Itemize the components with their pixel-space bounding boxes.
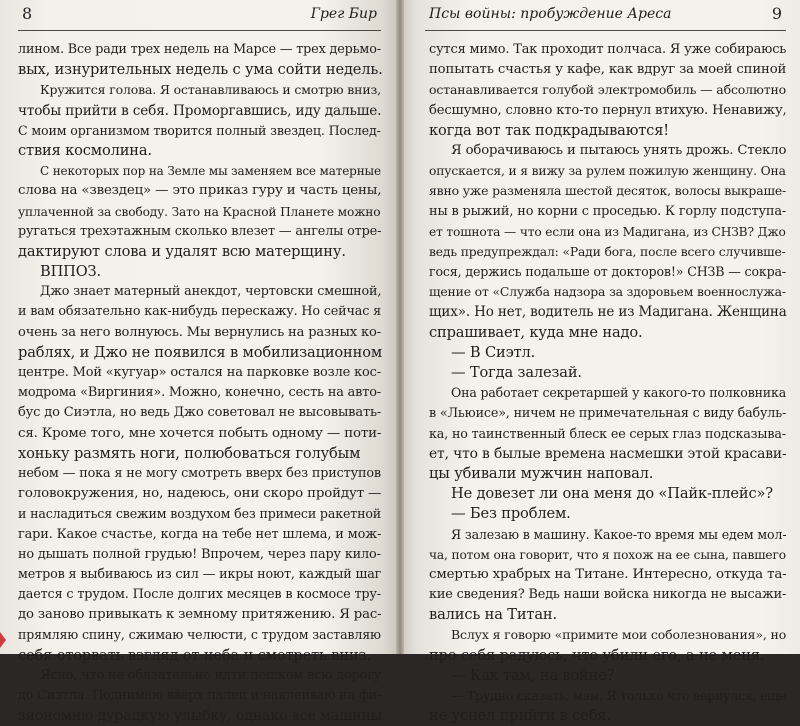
text-line: не успел прийти в себя. bbox=[429, 707, 611, 725]
text-line: метров я выбиваюсь из сил — икры ноют, каждый шаг bbox=[18, 566, 382, 582]
text-line: щих». Но нет, водитель не из Мадигана. Женщина bbox=[429, 304, 787, 321]
text-line: ведь предупреждал: «Ради бога, после всего случивше- bbox=[429, 244, 786, 259]
text-line: и вам обязательно как-нибудь перескажу. Но сейчас я bbox=[18, 304, 381, 320]
text-line: гари. Какое счастье, когда на тебе нет шлема, и мож- bbox=[18, 526, 382, 542]
text-line: — В Сиэтл. bbox=[451, 343, 536, 361]
text-line: гося, держись подальше от докторов!» СНЗВ — сокра- bbox=[429, 264, 787, 280]
book-gutter bbox=[396, 0, 404, 654]
text-line: ет, что в былые времена насмешки этой красави- bbox=[429, 445, 787, 462]
right-page bbox=[401, 0, 800, 725]
text-line: — Трудно сказать, мэм. Я только что вернулся, еще bbox=[451, 688, 786, 703]
text-line: ка, но таинственный блеск ее серых глаз подсказыва- bbox=[429, 425, 786, 441]
text-line: бус до Сиэтла, но ведь Джо советовал не высовывать- bbox=[18, 405, 382, 421]
text-line: про себя радуюсь, что убили его, а не меня. bbox=[429, 646, 765, 664]
text-line: бесшумно, словно кто-то пернул втихую. Ненавижу, bbox=[429, 102, 787, 118]
text-line: зиономию дурацкую улыбку, однако все машины bbox=[18, 708, 382, 725]
left-running-head: Грег Бир bbox=[310, 6, 377, 22]
text-line: Джо знает матерный анекдот, чертовски смешной, bbox=[40, 284, 382, 300]
text-line: головокружения, но, надеюсь, они скоро пройдут — bbox=[18, 486, 382, 502]
text-line: ствия космолина. bbox=[18, 141, 152, 159]
text-line: лином. Все ради трех недель на Марсе — трех дерьмо- bbox=[18, 42, 381, 57]
text-line: Кружится голова. Я останавливаюсь и смотрю вниз, bbox=[40, 82, 382, 98]
left-page bbox=[0, 0, 399, 725]
text-line: до заново привыкать к земному притяжению. Я рас- bbox=[18, 607, 382, 623]
text-line: слова на «звездец» — это приказ гуру и часть цены, bbox=[18, 183, 382, 199]
right-running-head: Псы войны: пробуждение Ареса bbox=[429, 6, 672, 22]
text-line: смертью храбрых на Титане. Интересно, откуда та- bbox=[429, 566, 787, 582]
text-line: Я оборачиваюсь и пытаюсь унять дрожь. Стекло bbox=[451, 142, 787, 158]
text-line: уплаченной за свободу. Зато на Красной Планете можно bbox=[18, 204, 381, 219]
text-line: Ясно, что не обязательно идти пешком всю дорогу bbox=[40, 667, 382, 683]
text-line: в «Льюисе», ничем не примечательная с виду бабуль- bbox=[429, 405, 787, 421]
text-line: дается с трудом. После долгих месяцев в космосе тру- bbox=[18, 587, 381, 603]
text-line: ет тошнота — что если она из Мадигана, из СНЗВ? Джо bbox=[429, 224, 786, 239]
text-line: — Без проблем. bbox=[451, 505, 571, 523]
text-line: явно уже разменяла шестой десяток, волосы выкраше- bbox=[429, 183, 787, 199]
text-line: Я залезаю в машину. Какое-то время мы едем мол- bbox=[451, 526, 787, 542]
text-line: вых, изнурительных недель с ума сойти недель. bbox=[18, 61, 383, 79]
text-line: дактируют слова и удалят всю матерщину. bbox=[18, 242, 346, 260]
right-header-rule bbox=[425, 30, 786, 31]
text-line: Вслух я говорю «примите мои соболезнования», но bbox=[451, 627, 787, 643]
right-body-text bbox=[429, 40, 789, 726]
text-line: кие сведения? Ведь наши войска никогда не высажи- bbox=[429, 587, 787, 603]
text-line: ругаться трехэтажным сколько влезет — ангелы отре- bbox=[18, 223, 382, 239]
page-edge-marker bbox=[0, 632, 6, 648]
text-line: С моим организмом творится полный звездец. Послед- bbox=[18, 122, 381, 138]
text-line: раблях, и Джо не появился в мобилизационном bbox=[18, 343, 383, 361]
text-line: когда вот так подкрадываются! bbox=[429, 121, 669, 139]
text-line: прямляю спину, сжимаю челюсти, с трудом заставляю bbox=[18, 627, 381, 643]
text-line: щение от «Служба надзора за здоровьем военнослужа- bbox=[429, 285, 786, 300]
text-line: до Сиэтла. Поднимаю вверх палец и наклеиваю на фи- bbox=[18, 688, 382, 703]
text-line: очень за него волнуюсь. Мы вернулись на разных ко- bbox=[18, 324, 381, 340]
text-line: но дышать полной грудью! Впрочем, через пару кило- bbox=[18, 546, 381, 562]
text-line: опускается, и я вижу за рулем пожилую женщину. Она bbox=[429, 164, 786, 179]
text-line: спрашивает, куда мне надо. bbox=[429, 323, 643, 341]
text-line: чтобы прийти в себя. Проморгавшись, иду дальше. bbox=[18, 102, 382, 119]
right-page-number: 9 bbox=[771, 4, 782, 23]
text-line: останавливается голубой электромобиль — абсолютно bbox=[429, 82, 787, 98]
text-line: — Тогда залезай. bbox=[451, 364, 582, 381]
text-line: и насладиться свежим воздухом без примеси ракетной bbox=[18, 506, 382, 522]
text-line: ся. Кроме того, мне хочется побыть одному — поти- bbox=[18, 425, 382, 441]
text-line: ВППОЗ. bbox=[40, 263, 101, 281]
text-line: ны в рыжий, но корни с проседью. К горлу подступа- bbox=[429, 203, 787, 219]
text-line: — Как там, на войне? bbox=[451, 666, 615, 684]
text-line: вались на Титан. bbox=[429, 606, 557, 624]
text-line: Она работает секретаршей у какого-то полковника bbox=[451, 385, 787, 401]
text-line: сутся мимо. Так проходит полчаса. Я уже собираюсь bbox=[429, 42, 787, 57]
left-header-rule bbox=[18, 30, 381, 31]
text-line: Не довезет ли она меня до «Пайк-плейс»? bbox=[451, 485, 773, 503]
text-line: цы убивали мужчин наповал. bbox=[429, 464, 654, 482]
text-line: попытать счастья у кафе, как вдруг за моей спиной bbox=[429, 62, 787, 78]
left-page-number: 8 bbox=[22, 4, 33, 23]
text-line: модрома «Виргиния». Можно, конечно, сесть на авто- bbox=[18, 385, 381, 401]
text-line: себя оторвать взгляд от неба и смотреть вниз. bbox=[18, 646, 371, 664]
text-line: хоньку размять ноги, полюбоваться голубым bbox=[18, 444, 361, 462]
text-line: небом — пока я не могу смотреть вверх без приступов bbox=[18, 465, 381, 481]
text-line: ча, потом она говорит, что я похож на ее сына, павшего bbox=[429, 547, 786, 562]
left-body-text bbox=[18, 40, 384, 726]
text-line: центре. Мой «кугуар» остался на парковке возле кос- bbox=[18, 365, 381, 380]
text-line: С некоторых пор на Земле мы заменяем все матерные bbox=[40, 164, 381, 179]
